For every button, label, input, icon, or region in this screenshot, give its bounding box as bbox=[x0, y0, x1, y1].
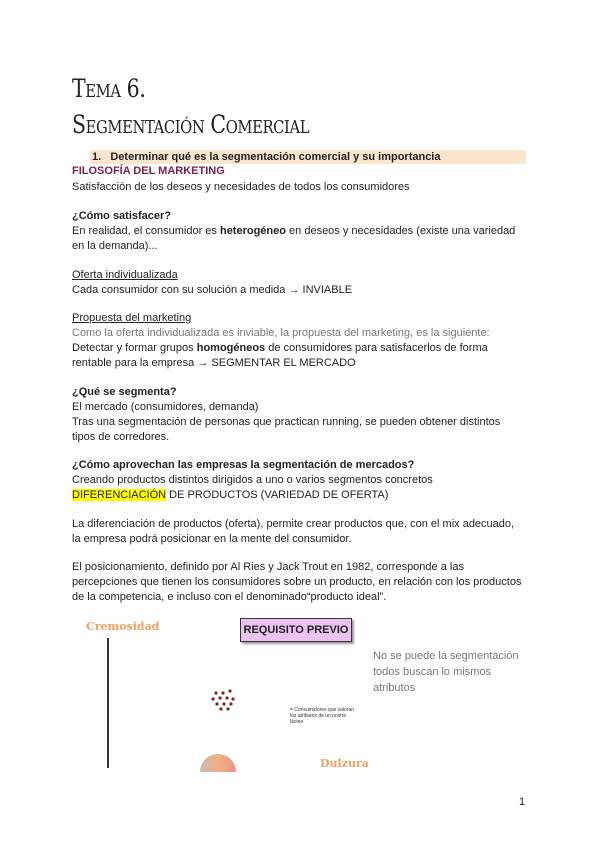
y-axis-label: Cremosidad bbox=[86, 620, 160, 633]
text: en deseos y necesidades (existe una variedad bbox=[285, 225, 516, 237]
note-line: No se puede la segmentación bbox=[373, 650, 519, 662]
paragraph: Satisfacción de los deseos y necesidades de todos los consumidores bbox=[72, 181, 410, 193]
paragraph: en la demanda)... bbox=[72, 240, 158, 252]
bold-text: heterogéneo bbox=[219, 225, 286, 237]
paragraph: de la competencia, e incluso con el denominado“producto ideal”. bbox=[72, 591, 387, 603]
text: DE PRODUCTOS (VARIEDAD DE OFERTA) bbox=[166, 489, 389, 501]
note-line: todos buscan lo mismos bbox=[373, 666, 491, 678]
paragraph: Tras una segmentación de personas que practican running, se pueden obtener distintos bbox=[72, 416, 501, 428]
x-axis-label: Dulzura bbox=[320, 757, 369, 770]
question-heading: ¿Cómo aprovechan las empresas la segmentación de mercados? bbox=[72, 459, 415, 471]
diagram-note bbox=[373, 648, 519, 696]
y-axis-line bbox=[107, 638, 109, 768]
paragraph: Creando productos distintos dirigidos a uno o varios segmentos concretos bbox=[72, 474, 433, 486]
paragraph: tipos de corredores. bbox=[72, 431, 170, 443]
paragraph bbox=[72, 488, 388, 503]
paragraph: Como la oferta individualizada es inviable, la propuesta del marketing, es la siguiente: bbox=[72, 327, 490, 339]
paragraph: la empresa podrá posicionar en la mente del consumidor. bbox=[72, 533, 352, 545]
section-heading bbox=[90, 150, 526, 164]
consumer-cluster bbox=[205, 685, 245, 715]
paragraph: El mercado (consumidores, demanda) bbox=[72, 401, 259, 413]
paragraph: percepciones que tienen los consumidores sobre un producto, en relación con los productos bbox=[72, 576, 522, 588]
question-heading: ¿Qué se segmenta? bbox=[72, 386, 177, 398]
bold-text: homogéneos bbox=[196, 342, 266, 354]
product-icon bbox=[200, 754, 236, 790]
paragraph: La diferenciación de productos (oferta), permite crear productos que, con el mix adecuado, bbox=[72, 518, 515, 530]
page-number: 1 bbox=[519, 796, 526, 808]
paragraph: Cada consumidor con su solución a medida → INVIABLE bbox=[72, 284, 353, 296]
title-line-2: Segmentación Comercial bbox=[72, 110, 310, 139]
text: En realidad, el consumidor es bbox=[72, 225, 220, 237]
paragraph: El posicionamiento, definido por Al Ries y Jack Trout en 1982, corresponde a las bbox=[72, 561, 464, 573]
heading-text: Determinar qué es la segmentación comercial y su importancia bbox=[110, 151, 441, 163]
subheading: Oferta individualizada bbox=[72, 269, 178, 281]
paragraph: rentable para la empresa → SEGMENTAR EL MERCADO bbox=[72, 357, 356, 369]
subheading: Propuesta del marketing bbox=[72, 312, 192, 324]
paragraph bbox=[72, 341, 488, 356]
requisito-previo-badge: REQUISITO PREVIO bbox=[240, 618, 352, 642]
text: de consumidores para satisfacerlos de forma bbox=[265, 342, 488, 354]
title-line-1: Tema 6. bbox=[72, 74, 146, 103]
text: Detectar y formar grupos bbox=[72, 342, 197, 354]
section-label: FILOSOFÍA DEL MARKETING bbox=[72, 165, 225, 177]
question-heading: ¿Cómo satisfacer? bbox=[72, 210, 172, 222]
note-line: atributos bbox=[373, 682, 416, 694]
cluster-legend: = Consumidores que valoran los atributos de un postre lácteo bbox=[290, 707, 355, 725]
paragraph bbox=[72, 224, 515, 239]
heading-number: 1. bbox=[92, 151, 102, 163]
highlighted-text: DIFERENCIACIÓN bbox=[72, 489, 167, 501]
